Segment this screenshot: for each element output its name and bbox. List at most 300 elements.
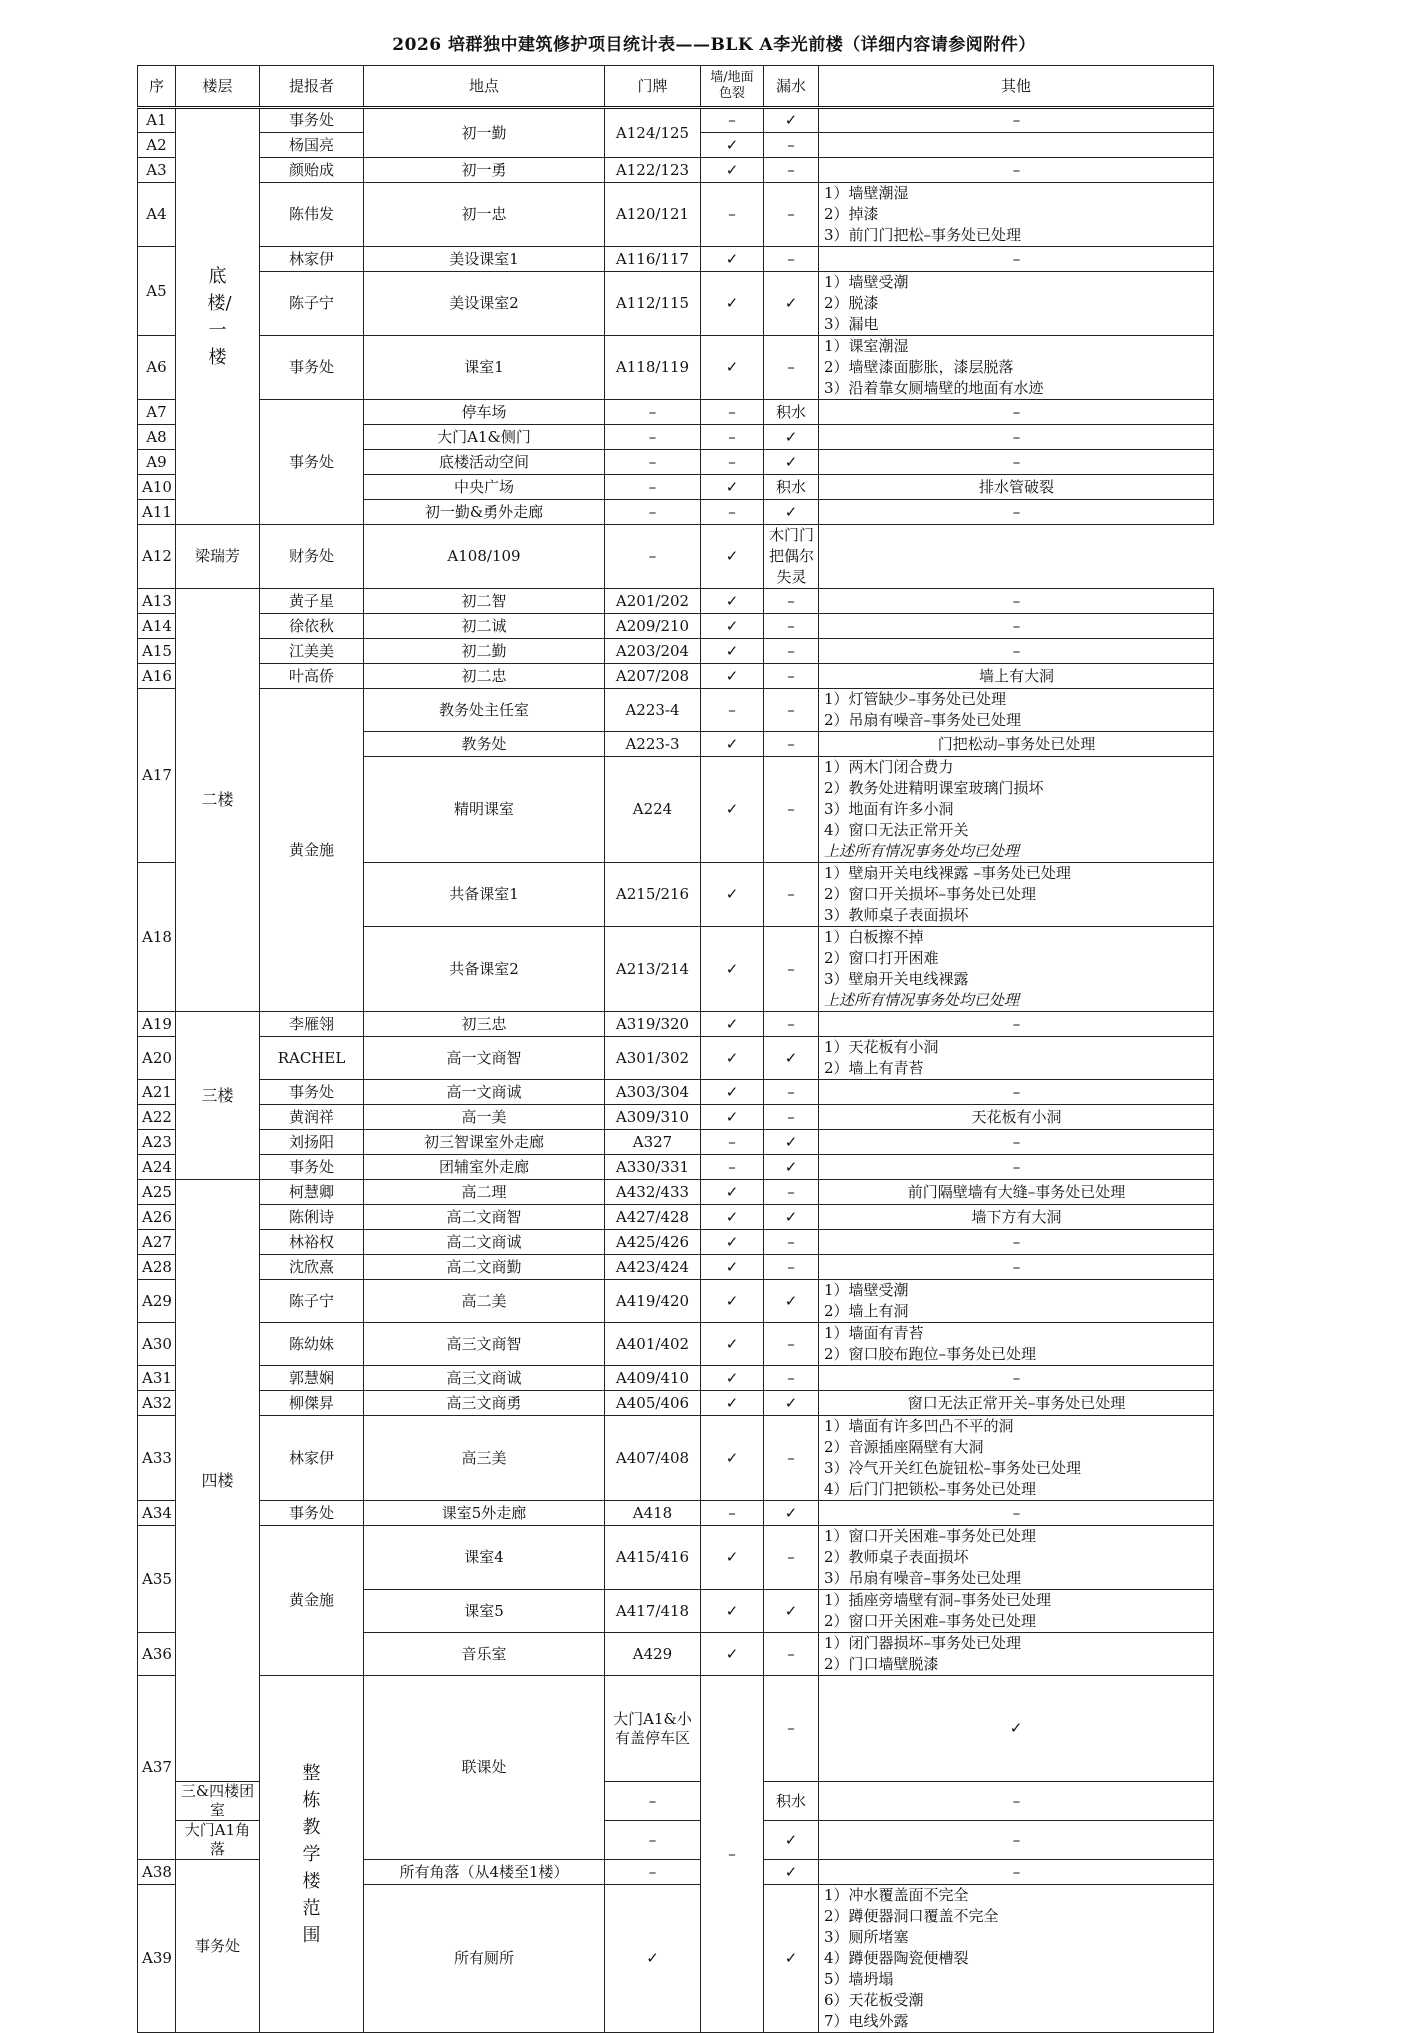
room-cell: A215/216	[605, 863, 701, 927]
leak-cell: ✓	[764, 1037, 819, 1080]
reporter-cell: 郭慧娴	[260, 1366, 364, 1391]
table-row	[138, 1366, 1214, 1391]
other-cell: –	[819, 1230, 1214, 1255]
room-cell: A301/302	[605, 1037, 701, 1080]
table-row	[138, 247, 1214, 272]
room-cell: A203/204	[605, 639, 701, 664]
table-row	[138, 1205, 1214, 1230]
crack-cell: ✓	[605, 1885, 701, 2033]
table-row	[138, 183, 1214, 247]
room-cell: –	[605, 475, 701, 500]
note-line: 4）后门门把锁松–事务处已处理	[824, 1480, 1037, 1498]
other-cell: –	[819, 1255, 1214, 1280]
leak-cell: ✓	[819, 1676, 1214, 1782]
note-line: 1）闭门器损坏–事务处已处理	[824, 1634, 1022, 1652]
location-cell: 底楼活动空间	[364, 450, 605, 475]
floor-cell: 四楼	[176, 1180, 260, 1782]
location-cell: 初二忠	[364, 664, 605, 689]
leak-cell: –	[764, 336, 819, 400]
room-cell: A429	[605, 1633, 701, 1676]
room-cell: A124/125	[605, 108, 701, 158]
location-cell: 大门A1&侧门	[364, 425, 605, 450]
other-cell: –	[819, 1860, 1214, 1885]
other-cell: –	[819, 589, 1214, 614]
room-cell: A418	[605, 1501, 701, 1526]
reporter-cell: 黄润祥	[260, 1105, 364, 1130]
table-row	[138, 689, 1214, 732]
location-cell: 大门A1&小有盖停车区	[605, 1676, 701, 1782]
other-cell: –	[819, 1366, 1214, 1391]
crack-cell: ✓	[701, 1633, 764, 1676]
note-line: 3）漏电	[824, 315, 879, 333]
note-line: 1）冲水覆盖面不完全	[824, 1886, 969, 1904]
note-line: 1）墙壁受潮	[824, 273, 909, 291]
other-cell	[819, 336, 1214, 400]
room-cell: A405/406	[605, 1391, 701, 1416]
location-cell: 精明课室	[364, 757, 605, 863]
crack-cell: –	[764, 1676, 819, 1782]
table-row	[138, 1012, 1214, 1037]
table-row	[138, 1280, 1214, 1323]
leak-cell: ✓	[764, 1155, 819, 1180]
note-line: 1）墙面有许多凹凸不平的洞	[824, 1417, 1014, 1435]
location-cell: 所有角落（从4楼至1楼）	[364, 1860, 605, 1885]
note-line: 2）窗口开关损坏–事务处已处理	[824, 885, 1037, 903]
table-row	[138, 614, 1214, 639]
note-line: 3）厕所堵塞	[824, 1928, 909, 1946]
leak-cell: ✓	[764, 1280, 819, 1323]
leak-cell: ✓	[764, 1205, 819, 1230]
other-cell	[819, 757, 1214, 863]
reporter-cell: 黄金施	[260, 1526, 364, 1676]
other-cell	[819, 1416, 1214, 1501]
note-line: 3）教师桌子表面损坏	[824, 906, 969, 924]
room-cell: –	[605, 450, 701, 475]
row-id: A33	[138, 1416, 176, 1501]
table-row	[138, 1130, 1214, 1155]
row-id: A30	[138, 1323, 176, 1366]
location-cell: 初一勇	[364, 158, 605, 183]
room-cell: A423/424	[605, 1255, 701, 1280]
table-row	[138, 1255, 1214, 1280]
room-cell: A122/123	[605, 158, 701, 183]
other-cell: 窗口无法正常开关–事务处已处理	[819, 1391, 1214, 1416]
room-cell: A319/320	[605, 1012, 701, 1037]
row-id: A34	[138, 1501, 176, 1526]
location-cell: 高二文商勤	[364, 1255, 605, 1280]
table-row	[138, 1501, 1214, 1526]
location-cell: 初三忠	[364, 1012, 605, 1037]
crack-cell: ✓	[701, 1012, 764, 1037]
other-cell: –	[819, 108, 1214, 133]
location-cell: 高二文商诚	[364, 1230, 605, 1255]
crack-cell: ✓	[701, 1105, 764, 1130]
crack-cell: ✓	[701, 158, 764, 183]
table-row	[138, 525, 1214, 589]
table-row	[138, 1230, 1214, 1255]
leak-cell: –	[764, 183, 819, 247]
leak-cell: –	[764, 1012, 819, 1037]
other-cell	[819, 1633, 1214, 1676]
other-cell: 排水管破裂	[819, 475, 1214, 500]
note-line: 2）掉漆	[824, 205, 879, 223]
repair-statistics-table	[137, 65, 1214, 2033]
crack-cell: ✓	[701, 1323, 764, 1366]
reporter-cell: 事务处	[260, 1155, 364, 1180]
leak-cell: –	[764, 614, 819, 639]
crack-cell: –	[701, 500, 764, 525]
floor-cell: 二楼	[176, 589, 260, 1012]
other-cell: –	[819, 500, 1214, 525]
location-cell: 高一文商诚	[364, 1080, 605, 1105]
room-cell: A309/310	[605, 1105, 701, 1130]
row-id: A38	[138, 1860, 176, 1885]
other-cell: –	[819, 614, 1214, 639]
crack-cell: ✓	[701, 1255, 764, 1280]
crack-cell: ✓	[701, 1080, 764, 1105]
other-cell: –	[819, 639, 1214, 664]
reporter-cell: 陈幼妹	[260, 1323, 364, 1366]
reporter-cell: 事务处	[260, 1080, 364, 1105]
leak-cell: –	[764, 863, 819, 927]
note-line: 2）教师桌子表面损坏	[824, 1548, 969, 1566]
location-cell: 初一勤	[364, 108, 605, 158]
leak-cell: –	[764, 133, 819, 158]
room-cell: A327	[605, 1130, 701, 1155]
location-cell: 初三智课室外走廊	[364, 1130, 605, 1155]
other-cell: –	[819, 450, 1214, 475]
location-cell: 课室1	[364, 336, 605, 400]
room-cell: A213/214	[605, 927, 701, 1012]
crack-cell: ✓	[701, 336, 764, 400]
location-cell: 美设课室2	[364, 272, 605, 336]
crack-cell: –	[605, 1782, 701, 1821]
reporter-cell: 柳傑昇	[260, 1391, 364, 1416]
note-line: 1）墙面有青苔	[824, 1324, 924, 1342]
crack-cell: –	[701, 400, 764, 425]
leak-cell: –	[764, 247, 819, 272]
crack-cell: ✓	[701, 863, 764, 927]
location-cell: 中央广场	[364, 475, 605, 500]
row-id: A35	[138, 1526, 176, 1633]
note-line: 2）窗口胶布跑位–事务处已处理	[824, 1345, 1037, 1363]
reporter-cell: 颜贻成	[260, 158, 364, 183]
reporter-cell: 柯慧卿	[260, 1180, 364, 1205]
reporter-cell: 梁瑞芳	[176, 525, 260, 589]
table-row	[138, 336, 1214, 400]
leak-cell: –	[764, 1416, 819, 1501]
row-id: A14	[138, 614, 176, 639]
crack-cell: –	[605, 1821, 701, 1860]
table-row	[138, 1155, 1214, 1180]
leak-cell: ✓	[764, 1130, 819, 1155]
location-cell: 大门A1角落	[176, 1821, 260, 1860]
other-cell: –	[819, 1821, 1214, 1860]
other-cell: –	[819, 1080, 1214, 1105]
crack-cell: ✓	[701, 1205, 764, 1230]
row-id: A9	[138, 450, 176, 475]
table-row	[138, 1526, 1214, 1590]
leak-cell: –	[764, 1255, 819, 1280]
other-cell: –	[819, 1012, 1214, 1037]
room-cell: A118/119	[605, 336, 701, 400]
row-id: A4	[138, 183, 176, 247]
location-cell: 高一文商智	[364, 1037, 605, 1080]
crack-cell: ✓	[701, 664, 764, 689]
leak-cell: 积水	[764, 400, 819, 425]
leak-cell: ✓	[764, 1590, 819, 1633]
leak-cell: ✓	[701, 525, 764, 589]
row-id: A36	[138, 1633, 176, 1676]
other-cell: –	[819, 1782, 1214, 1821]
row-id: A1	[138, 108, 176, 133]
reporter-cell: 陈子宁	[260, 272, 364, 336]
room-cell: A224	[605, 757, 701, 863]
note-line: 1）墙壁受潮	[824, 1281, 909, 1299]
leak-cell: ✓	[764, 450, 819, 475]
leak-cell: –	[764, 1230, 819, 1255]
crack-cell: –	[701, 1501, 764, 1526]
table-row	[138, 589, 1214, 614]
other-cell	[819, 133, 1214, 158]
row-id: A39	[138, 1885, 176, 2033]
leak-cell: ✓	[764, 272, 819, 336]
crack-cell: ✓	[701, 927, 764, 1012]
crack-cell: –	[701, 1155, 764, 1180]
room-cell: A432/433	[605, 1180, 701, 1205]
location-cell: 高三文商智	[364, 1323, 605, 1366]
other-cell: 木门门把偶尔失灵	[764, 525, 819, 589]
crack-cell: ✓	[701, 1280, 764, 1323]
crack-cell: ✓	[701, 732, 764, 757]
row-id: A21	[138, 1080, 176, 1105]
table-row	[138, 158, 1214, 183]
note-line: 上述所有情况事务处均已处理	[824, 842, 1020, 860]
other-cell: –	[819, 158, 1214, 183]
table-row	[138, 1080, 1214, 1105]
row-id: A2	[138, 133, 176, 158]
table-row	[138, 664, 1214, 689]
other-cell: –	[819, 400, 1214, 425]
location-cell: 课室5外走廊	[364, 1501, 605, 1526]
room-cell: A223-3	[605, 732, 701, 757]
crack-cell: –	[701, 425, 764, 450]
other-cell: 天花板有小洞	[819, 1105, 1214, 1130]
location-cell: 共备课室2	[364, 927, 605, 1012]
other-cell	[819, 1885, 1214, 2033]
room-cell: A112/115	[605, 272, 701, 336]
crack-cell: ✓	[701, 247, 764, 272]
reporter-cell: 事务处	[176, 1860, 260, 2033]
location-cell: 高二文商智	[364, 1205, 605, 1230]
room-cell: A330/331	[605, 1155, 701, 1180]
reporter-cell: 林裕权	[260, 1230, 364, 1255]
note-line: 1）天花板有小洞	[824, 1038, 939, 1056]
crack-cell: ✓	[701, 639, 764, 664]
crack-cell: ✓	[701, 133, 764, 158]
crack-cell: ✓	[701, 475, 764, 500]
floor-cell	[176, 108, 260, 525]
leak-cell: –	[764, 1633, 819, 1676]
location-cell: 高三美	[364, 1416, 605, 1501]
note-line: 2）门口墙壁脱漆	[824, 1655, 939, 1673]
room-cell: A209/210	[605, 614, 701, 639]
location-cell: 所有厕所	[364, 1885, 605, 2033]
reporter-cell: 黄子星	[260, 589, 364, 614]
location-cell: 财务处	[260, 525, 364, 589]
location-cell: 团辅室外走廊	[364, 1155, 605, 1180]
note-line: 7）电线外露	[824, 2012, 909, 2030]
leak-cell: –	[764, 158, 819, 183]
note-line: 2）蹲便器洞口覆盖不完全	[824, 1907, 999, 1925]
leak-cell: ✓	[764, 1391, 819, 1416]
leak-cell: ✓	[764, 108, 819, 133]
row-id: A18	[138, 863, 176, 1012]
crack-cell: –	[605, 1860, 701, 1885]
note-line: 3）吊扇有噪音–事务处已处理	[824, 1569, 1022, 1587]
row-id: A10	[138, 475, 176, 500]
location-cell: 教务处	[364, 732, 605, 757]
col-header-floor: 楼层	[176, 66, 260, 108]
note-line: 2）墙壁漆面膨胀，漆层脱落	[824, 358, 1014, 376]
leak-cell: ✓	[764, 500, 819, 525]
table-row	[138, 1105, 1214, 1130]
col-header-seq: 序	[138, 66, 176, 108]
row-id: A16	[138, 664, 176, 689]
crack-cell: –	[701, 689, 764, 732]
location-cell: 高三文商诚	[364, 1366, 605, 1391]
floor-cell: 三楼	[176, 1012, 260, 1180]
leak-cell: –	[764, 689, 819, 732]
crack-cell: ✓	[701, 1037, 764, 1080]
table-row	[138, 1037, 1214, 1080]
note-line: 6）天花板受潮	[824, 1991, 924, 2009]
location-cell: 音乐室	[364, 1633, 605, 1676]
row-id: A6	[138, 336, 176, 400]
note-line: 3）沿着靠女厕墙壁的地面有水迹	[824, 379, 1044, 397]
other-cell: –	[819, 247, 1214, 272]
reporter-cell: 叶高侨	[260, 664, 364, 689]
location-cell: 初二智	[364, 589, 605, 614]
row-id: A25	[138, 1180, 176, 1205]
table-row	[138, 1391, 1214, 1416]
room-cell: A417/418	[605, 1590, 701, 1633]
room-cell: A207/208	[605, 664, 701, 689]
note-line: 2）窗口开关困难–事务处已处理	[824, 1612, 1037, 1630]
col-header-crack: 墙/地面色裂	[701, 66, 764, 108]
note-line: 1）窗口开关困难–事务处已处理	[824, 1527, 1037, 1545]
room-cell: A415/416	[605, 1526, 701, 1590]
room-cell: –	[605, 400, 701, 425]
leak-cell: –	[764, 664, 819, 689]
table-row	[138, 108, 1214, 133]
other-cell	[819, 272, 1214, 336]
room-cell: –	[701, 1676, 764, 2033]
col-header-other: 其他	[819, 66, 1214, 108]
leak-cell: 积水	[764, 475, 819, 500]
note-line: 1）插座旁墙壁有洞–事务处已处理	[824, 1591, 1052, 1609]
reporter-cell: 联课处	[364, 1676, 605, 1860]
note-line: 5）墙坍塌	[824, 1970, 894, 1988]
row-id: A8	[138, 425, 176, 450]
leak-cell: –	[764, 1080, 819, 1105]
page-title: 2026 培群独中建筑修护项目统计表——BLK A李光前楼（详细内容请参阅附件）	[392, 35, 1036, 55]
row-id: A23	[138, 1130, 176, 1155]
other-cell	[819, 689, 1214, 732]
crack-cell: –	[701, 108, 764, 133]
crack-cell: ✓	[701, 1526, 764, 1590]
location-cell: 高三文商勇	[364, 1391, 605, 1416]
note-line: 2）教务处进精明课室玻璃门损坏	[824, 779, 1044, 797]
reporter-cell: 事务处	[260, 336, 364, 400]
row-id: A11	[138, 500, 176, 525]
other-cell: –	[819, 1130, 1214, 1155]
other-cell	[819, 1526, 1214, 1590]
table-row	[138, 1323, 1214, 1366]
row-id: A20	[138, 1037, 176, 1080]
row-id: A5	[138, 247, 176, 336]
floor-label: 底楼/一楼	[207, 265, 232, 368]
reporter-cell: 事务处	[260, 1501, 364, 1526]
row-id: A31	[138, 1366, 176, 1391]
other-cell	[819, 927, 1214, 1012]
room-cell: A303/304	[605, 1080, 701, 1105]
reporter-cell: 李雁翎	[260, 1012, 364, 1037]
floor-label: 整栋教学楼范围	[302, 1762, 321, 1946]
col-header-leak: 漏水	[764, 66, 819, 108]
location-cell: 高二理	[364, 1180, 605, 1205]
other-cell: 门把松动–事务处已处理	[819, 732, 1214, 757]
reporter-cell: 黄金施	[260, 689, 364, 1012]
leak-cell: ✓	[764, 425, 819, 450]
location-cell: 教务处主任室	[364, 689, 605, 732]
row-id: A3	[138, 158, 176, 183]
crack-cell: ✓	[701, 614, 764, 639]
note-line: 2）音源插座隔壁有大洞	[824, 1438, 984, 1456]
reporter-cell: 事务处	[260, 400, 364, 525]
table-row	[138, 272, 1214, 336]
row-id: A22	[138, 1105, 176, 1130]
row-id: A29	[138, 1280, 176, 1323]
crack-cell: ✓	[701, 1590, 764, 1633]
reporter-cell: 陈俐诗	[260, 1205, 364, 1230]
crack-cell: ✓	[701, 272, 764, 336]
other-cell	[819, 1037, 1214, 1080]
room-cell: A425/426	[605, 1230, 701, 1255]
location-cell: 高一美	[364, 1105, 605, 1130]
other-cell: 墙下方有大洞	[819, 1205, 1214, 1230]
room-cell: A108/109	[364, 525, 605, 589]
location-cell: 初一勤&勇外走廊	[364, 500, 605, 525]
note-line: 2）墙上有洞	[824, 1302, 909, 1320]
leak-cell: –	[764, 1323, 819, 1366]
location-cell: 课室4	[364, 1526, 605, 1590]
reporter-cell: 林家伊	[260, 247, 364, 272]
row-id: A32	[138, 1391, 176, 1416]
leak-cell: –	[764, 639, 819, 664]
other-cell	[819, 863, 1214, 927]
other-cell	[819, 1280, 1214, 1323]
other-cell: –	[819, 1155, 1214, 1180]
floor-cell	[260, 1676, 364, 2033]
note-line: 3）地面有许多小洞	[824, 800, 954, 818]
crack-cell: ✓	[701, 1180, 764, 1205]
room-cell: –	[605, 425, 701, 450]
other-cell	[819, 1590, 1214, 1633]
table-row	[138, 1416, 1214, 1501]
row-id: A15	[138, 639, 176, 664]
leak-cell: ✓	[764, 1860, 819, 1885]
